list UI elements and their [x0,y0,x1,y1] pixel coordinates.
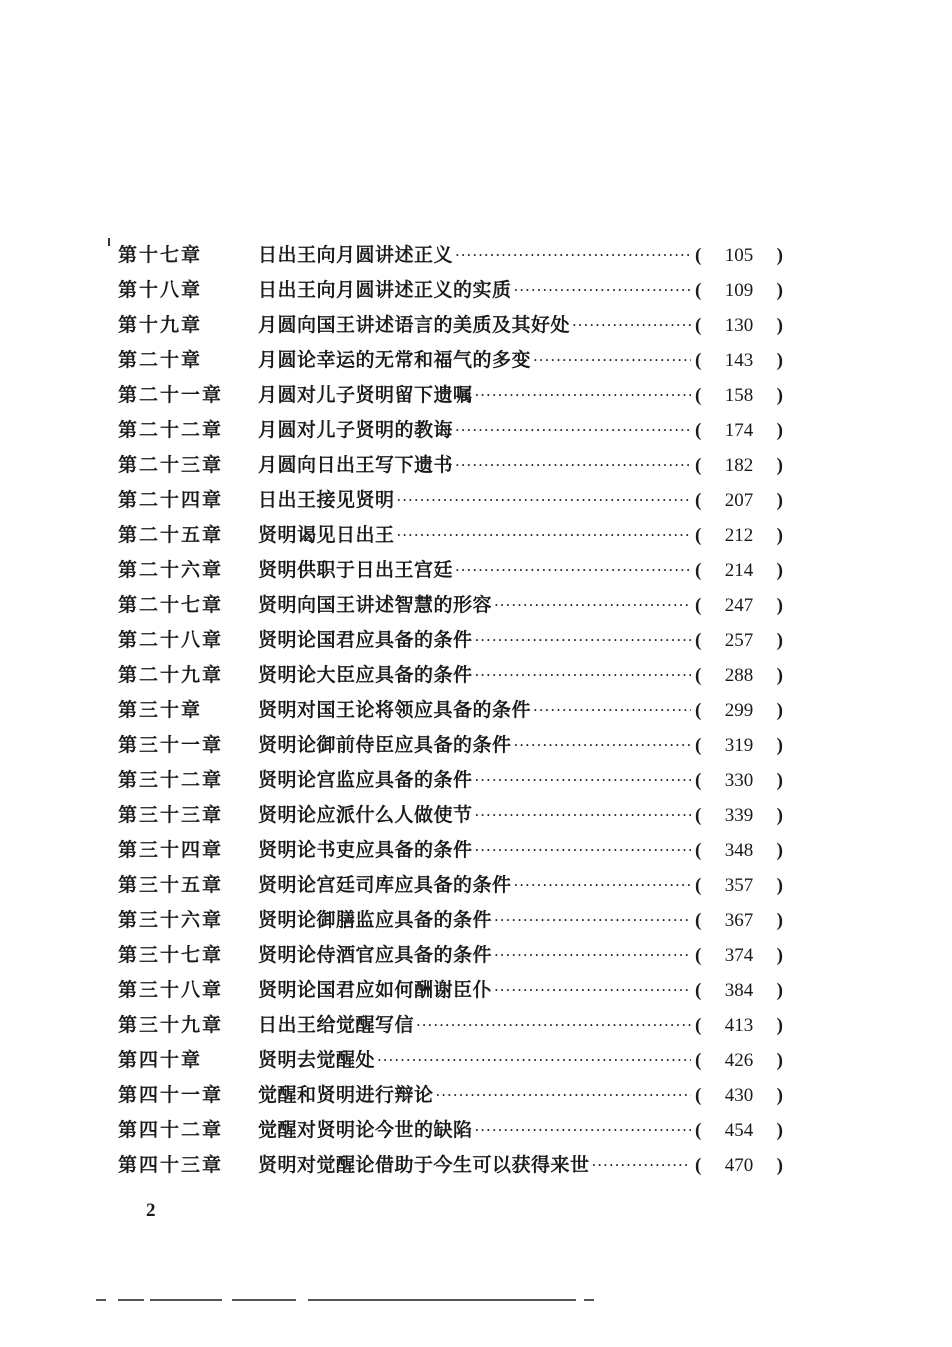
dot-leader [436,1078,691,1113]
toc-entry [118,903,783,938]
page-number-ref: 374 [724,945,754,966]
page-reference [695,938,783,973]
toc-entry [118,1043,783,1078]
chapter-title: 贤明论宫监应具备的条件 [258,769,473,791]
page-reference [695,413,783,448]
scan-artifact-line [96,1299,106,1301]
close-paren: ) [776,385,783,406]
dot-leader [475,763,691,798]
page-reference [695,623,783,658]
chapter-title: 日出王给觉醒写信 [258,1014,415,1036]
page-number-ref: 413 [724,1015,754,1036]
dot-leader [475,623,691,658]
page-number-ref: 158 [724,385,754,406]
chapter-title: 贤明对觉醒论借助于今生可以获得来世 [258,1154,590,1176]
page-reference [695,273,783,308]
dot-leader [397,518,691,553]
close-paren: ) [776,315,783,336]
chapter-number: 第二十章 [118,349,203,371]
open-paren: ( [695,630,702,651]
chapter-title: 日出王向月圆讲述正义的实质 [258,279,512,301]
page-reference [695,1078,783,1113]
page-number-ref: 247 [724,595,754,616]
chapter-number: 第二十九章 [118,664,224,686]
toc-entry [118,693,783,728]
toc-entry [118,413,783,448]
page-number-ref: 143 [724,350,754,371]
page-number-ref: 207 [724,490,754,511]
chapter-number: 第三十六章 [118,909,224,931]
chapter-title: 觉醒和贤明进行辩论 [258,1084,434,1106]
toc-entry [118,1078,783,1113]
open-paren: ( [695,875,702,896]
toc-entry [118,623,783,658]
chapter-title: 月圆论幸运的无常和福气的多变 [258,349,532,371]
scan-artifact-line [118,1299,144,1301]
scan-mark [108,238,110,246]
chapter-number: 第四十三章 [118,1154,224,1176]
chapter-number: 第三十八章 [118,979,224,1001]
close-paren: ) [776,805,783,826]
dot-leader [455,553,691,588]
close-paren: ) [776,1155,783,1176]
toc-entry [118,1113,783,1148]
close-paren: ) [776,245,783,266]
dot-leader [455,238,691,273]
close-paren: ) [776,1050,783,1071]
page-reference [695,868,783,903]
toc-entry [118,1008,783,1043]
dot-leader [475,798,691,833]
page-number-ref: 257 [724,630,754,651]
open-paren: ( [695,665,702,686]
chapter-number: 第三十七章 [118,944,224,966]
page-reference [695,308,783,343]
page-reference [695,238,783,273]
chapter-title: 贤明论御前侍臣应具备的条件 [258,734,512,756]
close-paren: ) [776,1085,783,1106]
chapter-number: 第二十五章 [118,524,224,546]
dot-leader [494,938,691,973]
chapter-number: 第四十二章 [118,1119,224,1141]
page-reference [695,973,783,1008]
chapter-title: 贤明谒见日出王 [258,524,395,546]
page-number-ref: 454 [724,1120,754,1141]
page-number-ref: 319 [724,735,754,756]
page-reference [695,903,783,938]
dot-leader [494,903,691,938]
chapter-title: 月圆对儿子贤明留下遗嘱 [258,384,473,406]
toc-entry [118,938,783,973]
toc-entry [118,553,783,588]
chapter-number: 第三十三章 [118,804,224,826]
page-reference [695,553,783,588]
chapter-title: 月圆向日出王写下遗书 [258,454,454,476]
close-paren: ) [776,665,783,686]
close-paren: ) [776,420,783,441]
dot-leader [475,1113,691,1148]
chapter-number: 第十九章 [118,314,203,336]
dot-leader [533,343,691,378]
chapter-title: 贤明论侍酒官应具备的条件 [258,944,493,966]
chapter-number: 第二十八章 [118,629,224,651]
close-paren: ) [776,1015,783,1036]
open-paren: ( [695,455,702,476]
close-paren: ) [776,945,783,966]
page-reference [695,378,783,413]
page-number-ref: 174 [724,420,754,441]
chapter-number: 第四十章 [118,1049,203,1071]
page-number-ref: 214 [724,560,754,581]
chapter-title: 贤明论国君应具备的条件 [258,629,473,651]
close-paren: ) [776,630,783,651]
open-paren: ( [695,1050,702,1071]
dot-leader [475,378,691,413]
close-paren: ) [776,560,783,581]
dot-leader [514,868,691,903]
close-paren: ) [776,525,783,546]
chapter-title: 贤明向国王讲述智慧的形容 [258,594,493,616]
chapter-number: 第二十四章 [118,489,224,511]
dot-leader [455,448,691,483]
open-paren: ( [695,945,702,966]
open-paren: ( [695,315,702,336]
open-paren: ( [695,595,702,616]
page-number-ref: 105 [724,245,754,266]
toc-entry [118,868,783,903]
toc-entry [118,1148,783,1183]
scan-artifact-line [150,1299,222,1301]
close-paren: ) [776,735,783,756]
dot-leader [533,693,691,728]
page-reference [695,833,783,868]
close-paren: ) [776,350,783,371]
toc-entry [118,658,783,693]
page-number-ref: 430 [724,1085,754,1106]
dot-leader [397,483,691,518]
open-paren: ( [695,1085,702,1106]
close-paren: ) [776,910,783,931]
dot-leader [592,1148,691,1183]
page-number-ref: 288 [724,665,754,686]
page-number-ref: 299 [724,700,754,721]
page-reference [695,728,783,763]
toc-entry [118,518,783,553]
page-number-ref: 367 [724,910,754,931]
chapter-title: 贤明论御膳监应具备的条件 [258,909,493,931]
open-paren: ( [695,980,702,1001]
chapter-title: 贤明去觉醒处 [258,1049,376,1071]
dot-leader [475,833,691,868]
chapter-number: 第二十三章 [118,454,224,476]
chapter-title: 贤明论大臣应具备的条件 [258,664,473,686]
toc-entry [118,238,783,273]
close-paren: ) [776,875,783,896]
toc-entry [118,448,783,483]
page-number: 2 [146,1200,156,1221]
page-reference [695,343,783,378]
close-paren: ) [776,490,783,511]
open-paren: ( [695,700,702,721]
dot-leader [416,1008,691,1043]
page-reference [695,483,783,518]
page-reference [695,448,783,483]
open-paren: ( [695,420,702,441]
page-number-ref: 182 [724,455,754,476]
page-reference [695,798,783,833]
toc-entry [118,378,783,413]
chapter-number: 第十八章 [118,279,203,301]
open-paren: ( [695,385,702,406]
page-reference [695,588,783,623]
dot-leader [572,308,691,343]
toc-entry [118,833,783,868]
chapter-number: 第四十一章 [118,1084,224,1106]
close-paren: ) [776,840,783,861]
close-paren: ) [776,1120,783,1141]
open-paren: ( [695,525,702,546]
open-paren: ( [695,1015,702,1036]
scan-artifact-line [584,1299,594,1301]
toc-entry [118,343,783,378]
page-number-ref: 348 [724,840,754,861]
dot-leader [494,973,691,1008]
chapter-number: 第二十七章 [118,594,224,616]
open-paren: ( [695,910,702,931]
chapter-title: 月圆向国王讲述语言的美质及其好处 [258,314,571,336]
chapter-number: 第十七章 [118,244,203,266]
open-paren: ( [695,770,702,791]
chapter-title: 日出王接见贤明 [258,489,395,511]
scan-artifact-line [308,1299,576,1301]
page-reference [695,1008,783,1043]
dot-leader [377,1043,691,1078]
chapter-number: 第三十一章 [118,734,224,756]
chapter-number: 第三十二章 [118,769,224,791]
chapter-title: 月圆对儿子贤明的教诲 [258,419,454,441]
toc-entry [118,798,783,833]
open-paren: ( [695,350,702,371]
dot-leader [514,728,691,763]
open-paren: ( [695,1120,702,1141]
close-paren: ) [776,280,783,301]
chapter-number: 第三十四章 [118,839,224,861]
close-paren: ) [776,980,783,1001]
dot-leader [494,588,691,623]
toc-entry [118,728,783,763]
close-paren: ) [776,455,783,476]
chapter-title: 贤明论国君应如何酬谢臣仆 [258,979,493,1001]
page-number-ref: 330 [724,770,754,791]
close-paren: ) [776,770,783,791]
toc-entry [118,763,783,798]
page-number-ref: 339 [724,805,754,826]
page-reference [695,658,783,693]
page-reference [695,518,783,553]
close-paren: ) [776,700,783,721]
page-number-ref: 384 [724,980,754,1001]
open-paren: ( [695,735,702,756]
table-of-contents [118,238,783,1183]
chapter-number: 第三十五章 [118,874,224,896]
chapter-number: 第三十九章 [118,1014,224,1036]
page-reference [695,1148,783,1183]
dot-leader [455,413,691,448]
chapter-title: 贤明对国王论将领应具备的条件 [258,699,532,721]
open-paren: ( [695,280,702,301]
page-number-ref: 426 [724,1050,754,1071]
chapter-number: 第二十二章 [118,419,224,441]
page-number-ref: 212 [724,525,754,546]
page-number-ref: 357 [724,875,754,896]
open-paren: ( [695,560,702,581]
chapter-title: 日出王向月圆讲述正义 [258,244,454,266]
open-paren: ( [695,490,702,511]
open-paren: ( [695,840,702,861]
page-reference [695,763,783,798]
toc-entry [118,483,783,518]
close-paren: ) [776,595,783,616]
open-paren: ( [695,805,702,826]
dot-leader [475,658,691,693]
page-reference [695,1043,783,1078]
chapter-number: 第二十一章 [118,384,224,406]
page-reference [695,693,783,728]
chapter-number: 第二十六章 [118,559,224,581]
chapter-title: 贤明论书吏应具备的条件 [258,839,473,861]
toc-entry [118,973,783,1008]
open-paren: ( [695,245,702,266]
page-number-ref: 130 [724,315,754,336]
chapter-title: 贤明论应派什么人做使节 [258,804,473,826]
page-number-ref: 109 [724,280,754,301]
toc-entry [118,308,783,343]
toc-entry [118,273,783,308]
chapter-title: 贤明论宫廷司库应具备的条件 [258,874,512,896]
dot-leader [514,273,691,308]
page-number-ref: 470 [724,1155,754,1176]
chapter-title: 觉醒对贤明论今世的缺陷 [258,1119,473,1141]
chapter-title: 贤明供职于日出王宫廷 [258,559,454,581]
open-paren: ( [695,1155,702,1176]
page-reference [695,1113,783,1148]
scan-artifact-line [232,1299,296,1301]
chapter-number: 第三十章 [118,699,203,721]
toc-entry [118,588,783,623]
